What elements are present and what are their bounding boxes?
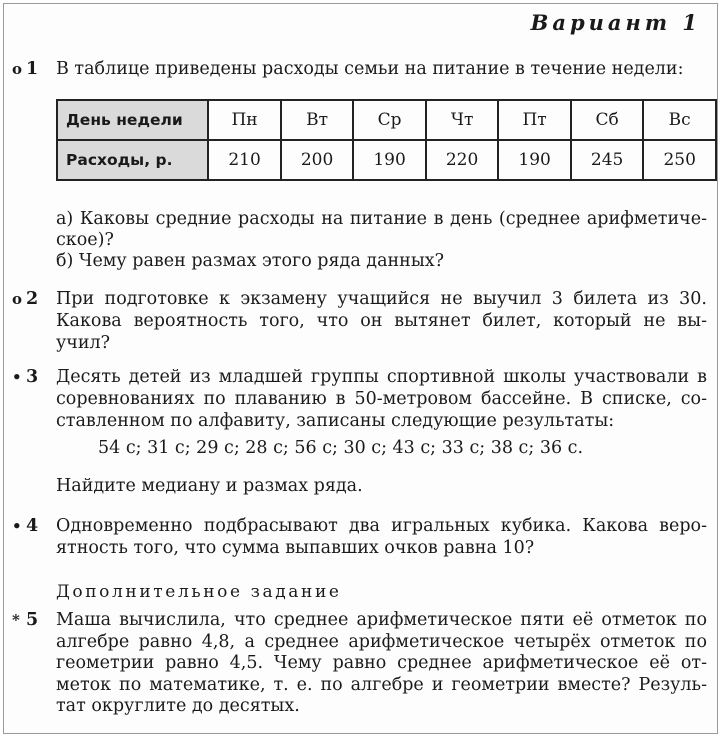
task-2-line1: При подготовке к экзамену учащийся не выучил 3 билета из 30. <box>56 289 707 309</box>
value-cell: 190 <box>353 140 426 180</box>
asterisk-icon: * <box>12 611 20 629</box>
task-5-line5: тат округлите до десятых. <box>56 696 300 716</box>
task-5-line4: меток по математике, т. е. по алгебре и геометрии вместе? Резуль- <box>56 674 707 695</box>
swim-results-series: 54 с; 31 с; 29 с; 28 с; 56 с; 30 с; 43 с; 33 с; 38 с; 36 с. <box>98 438 584 458</box>
task-number: 5 <box>26 610 39 630</box>
table-row <box>57 100 716 140</box>
task-1 <box>12 58 707 80</box>
question-a-line1: а) Каковы средние расходы на питание в день (среднее арифметиче- <box>56 209 707 229</box>
task-3 <box>12 366 707 432</box>
value-cell: 220 <box>426 140 499 180</box>
table-row <box>57 140 716 180</box>
day-cell: Вс <box>643 100 716 140</box>
value-cell: 200 <box>281 140 354 180</box>
value-cell: 190 <box>498 140 571 180</box>
hollow-circle-icon: o <box>12 290 23 308</box>
day-cell: Сб <box>571 100 644 140</box>
task-5-line2: алгебре равно 4,8, а среднее арифметическое четырёх отметок по <box>56 631 707 652</box>
task-1-intro: В таблице приведены расходы семьи на питание в течение недели: <box>56 59 684 79</box>
task-number: 1 <box>26 59 39 79</box>
hollow-circle-icon: o <box>12 60 23 78</box>
task-5-line3: геометрии равно 4,5. Чему равно среднее арифметическое её от- <box>56 653 707 673</box>
task-3-question-text: Найдите медиану и размах ряда. <box>56 476 363 496</box>
task-number: 4 <box>26 516 39 536</box>
task-3-line3: ставленном по алфавиту, записаны следующие результаты: <box>56 411 615 431</box>
task-5-line1: Маша вычислила, что среднее арифметическое пяти её отметок по <box>56 610 707 630</box>
task-3-question <box>12 475 707 497</box>
task-4-line2: ятность того, что сумма выпавших очков равна 10? <box>56 538 535 558</box>
task-5-marker <box>12 610 52 632</box>
day-cell: Вт <box>281 100 354 140</box>
question-b: б) Чему равен размах этого ряда данных? <box>56 251 445 271</box>
task-3-line2: соревнованиях по плаванию в 50-метровом бассейне. В списке, со- <box>56 389 707 409</box>
task-5 <box>12 610 707 718</box>
task-4-line1: Одновременно подбрасывают два игральных кубика. Какова веро- <box>56 516 707 536</box>
task-number: 3 <box>26 367 39 387</box>
day-cell: Ср <box>353 100 426 140</box>
task-4 <box>12 515 707 559</box>
task-number: 2 <box>26 289 39 309</box>
task-4-marker <box>12 515 52 537</box>
extra-task-heading: Дополнительное задание <box>56 582 342 602</box>
filled-circle-icon: • <box>12 368 22 386</box>
day-cell: Чт <box>426 100 499 140</box>
row-header-expenses: Расходы, р. <box>57 140 208 180</box>
task-1-marker <box>12 58 52 80</box>
value-cell: 245 <box>571 140 644 180</box>
task-2-line3: учил? <box>56 333 111 353</box>
task-2-marker <box>12 288 52 310</box>
filled-circle-icon: • <box>12 517 22 535</box>
day-cell: Пн <box>208 100 281 140</box>
value-cell: 250 <box>643 140 716 180</box>
question-a-line2: ское)? <box>56 230 114 250</box>
variant-title: Вариант 1 <box>530 10 701 35</box>
value-cell: 210 <box>208 140 281 180</box>
task-3-line1: Десять детей из младшей группы спортивной школы участвовали в <box>56 367 707 387</box>
day-cell: Пт <box>498 100 571 140</box>
task-1-questions <box>12 209 707 272</box>
expenses-table <box>56 99 717 181</box>
task-3-marker <box>12 366 52 388</box>
worksheet-page <box>3 3 718 734</box>
row-header-day: День недели <box>57 100 208 140</box>
task-2 <box>12 288 707 354</box>
task-2-line2: Какова вероятность того, что он вытянет билет, который не вы- <box>56 311 707 331</box>
